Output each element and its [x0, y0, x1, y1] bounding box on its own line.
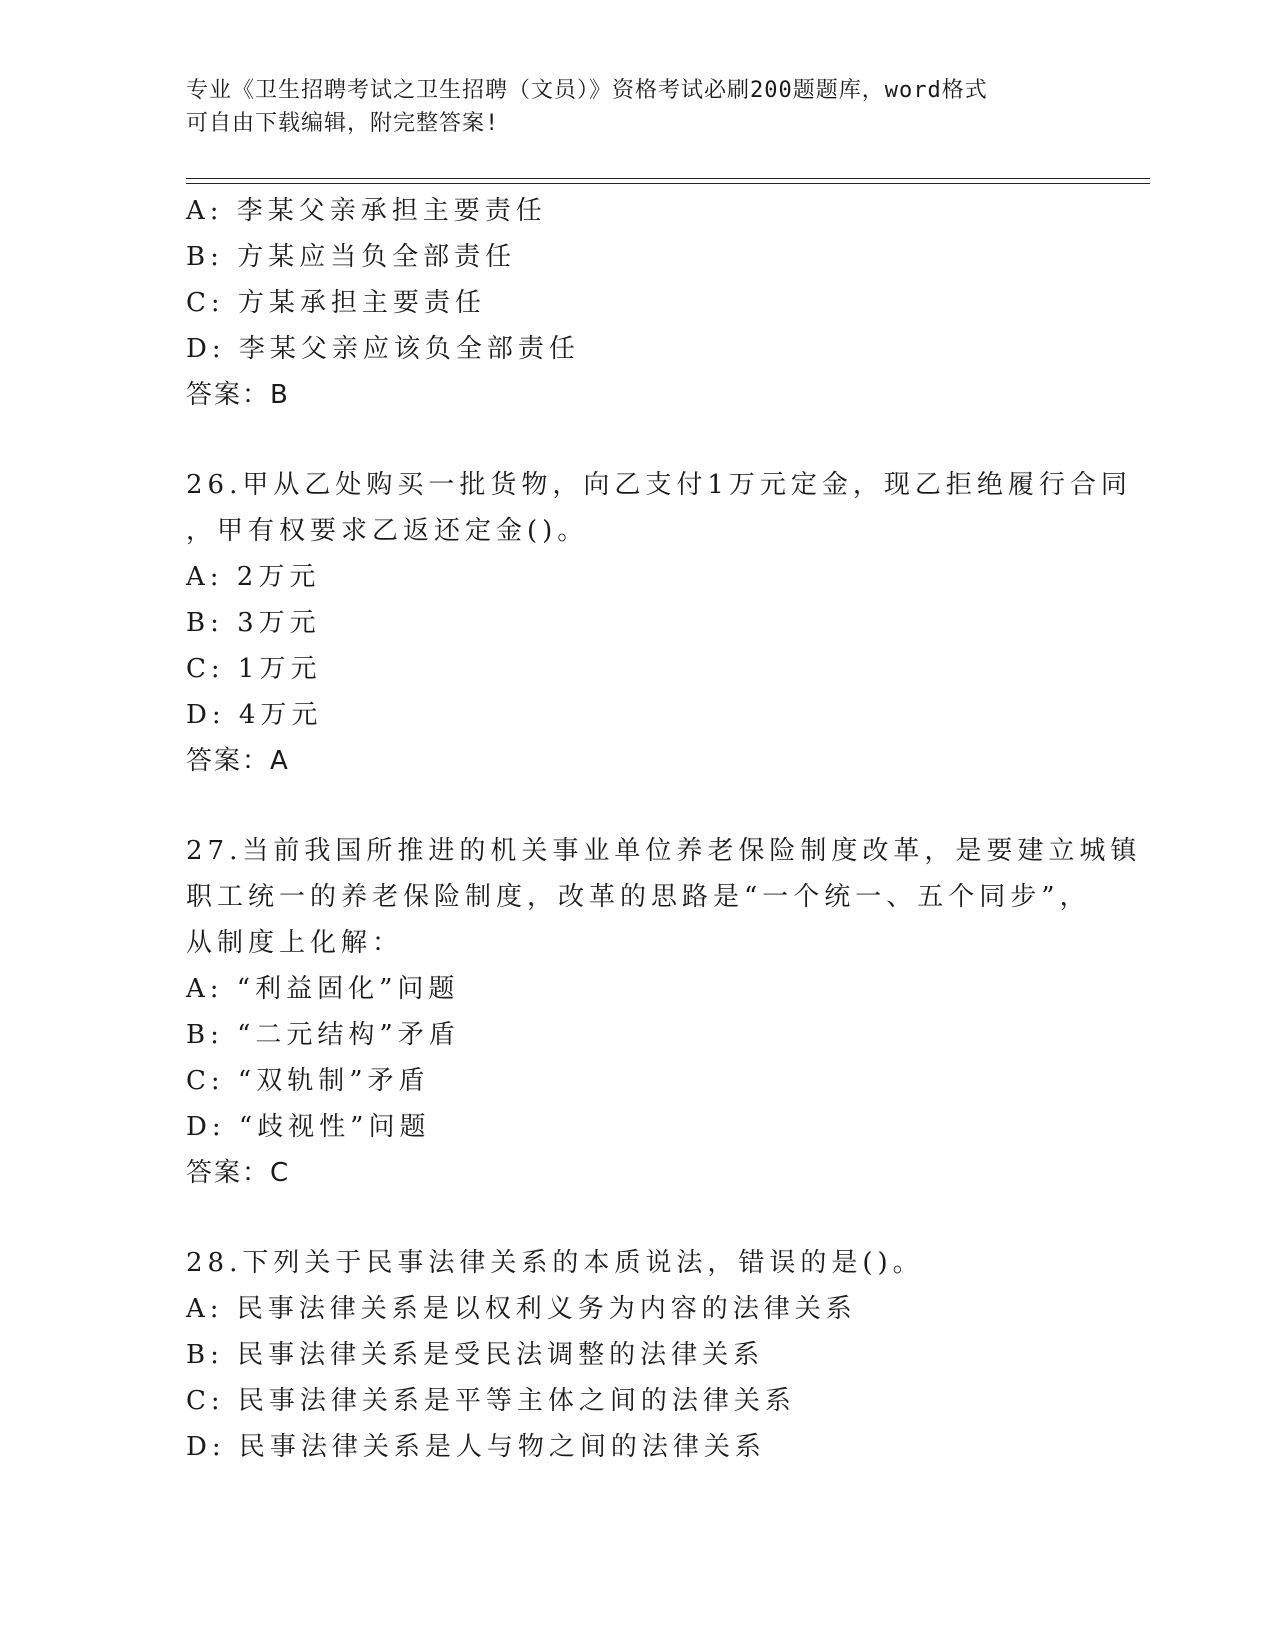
option-b: B: “二元结构”矛盾 — [186, 1020, 460, 1050]
option-a: A: “利益固化”问题 — [186, 974, 460, 1004]
spacer — [186, 784, 1116, 828]
option-d: D: “歧视性”问题 — [186, 1112, 431, 1142]
header-line-2: 可自由下载编辑，附完整答案! — [186, 111, 500, 136]
question-stem-line: 27.当前我国所推进的机关事业单位养老保险制度改革，是要建立城镇 — [186, 836, 1142, 866]
answer: 答案：A — [186, 746, 290, 776]
option-c: C: 民事法律关系是平等主体之间的法律关系 — [186, 1386, 796, 1416]
header-line-1: 专业《卫生招聘考试之卫生招聘（文员）》资格考试必刷200题题库，word格式 — [186, 78, 988, 103]
question-stem-line: 28.下列关于民事法律关系的本质说法，错误的是()。 — [186, 1248, 924, 1278]
answer: 答案：C — [186, 1158, 291, 1188]
question-stem-line: 从制度上化解： — [186, 928, 404, 958]
option-b: B: 民事法律关系是受民法调整的法律关系 — [186, 1340, 765, 1370]
option-a: A: 李某父亲承担主要责任 — [186, 196, 547, 226]
option-b: B: 方某应当负全部责任 — [186, 242, 517, 272]
spacer — [186, 1196, 1116, 1240]
spacer — [186, 418, 1116, 462]
option-c: C: 方某承担主要责任 — [186, 288, 486, 318]
option-d: D: 4万元 — [186, 700, 323, 730]
answer: 答案：B — [186, 380, 290, 410]
question-28 — [186, 1240, 1116, 1470]
question-stem-line: ，甲有权要求乙返还定金()。 — [186, 516, 589, 546]
option-c: C: 1万元 — [186, 654, 322, 684]
header-rule-bottom — [186, 183, 1150, 184]
option-c: C: “双轨制”矛盾 — [186, 1066, 430, 1096]
question-list — [186, 188, 1142, 1470]
option-d: D: 民事法律关系是人与物之间的法律关系 — [186, 1432, 766, 1462]
question-26 — [186, 462, 1132, 784]
header-note — [186, 74, 1086, 140]
question-stem-line: 26.甲从乙处购买一批货物，向乙支付1万元定金，现乙拒绝履行合同 — [186, 470, 1132, 500]
question-27 — [186, 828, 1142, 1196]
option-d: D: 李某父亲应该负全部责任 — [186, 334, 580, 364]
option-b: B: 3万元 — [186, 608, 321, 638]
option-a: A: 2万元 — [186, 562, 321, 592]
question-stem-line: 职工统一的养老保险制度，改革的思路是“一个统一、五个同步”， — [186, 882, 1091, 912]
option-a: A: 民事法律关系是以权利义务为内容的法律关系 — [186, 1294, 857, 1324]
header-rule-top — [186, 178, 1150, 179]
question-25 — [186, 188, 1116, 418]
